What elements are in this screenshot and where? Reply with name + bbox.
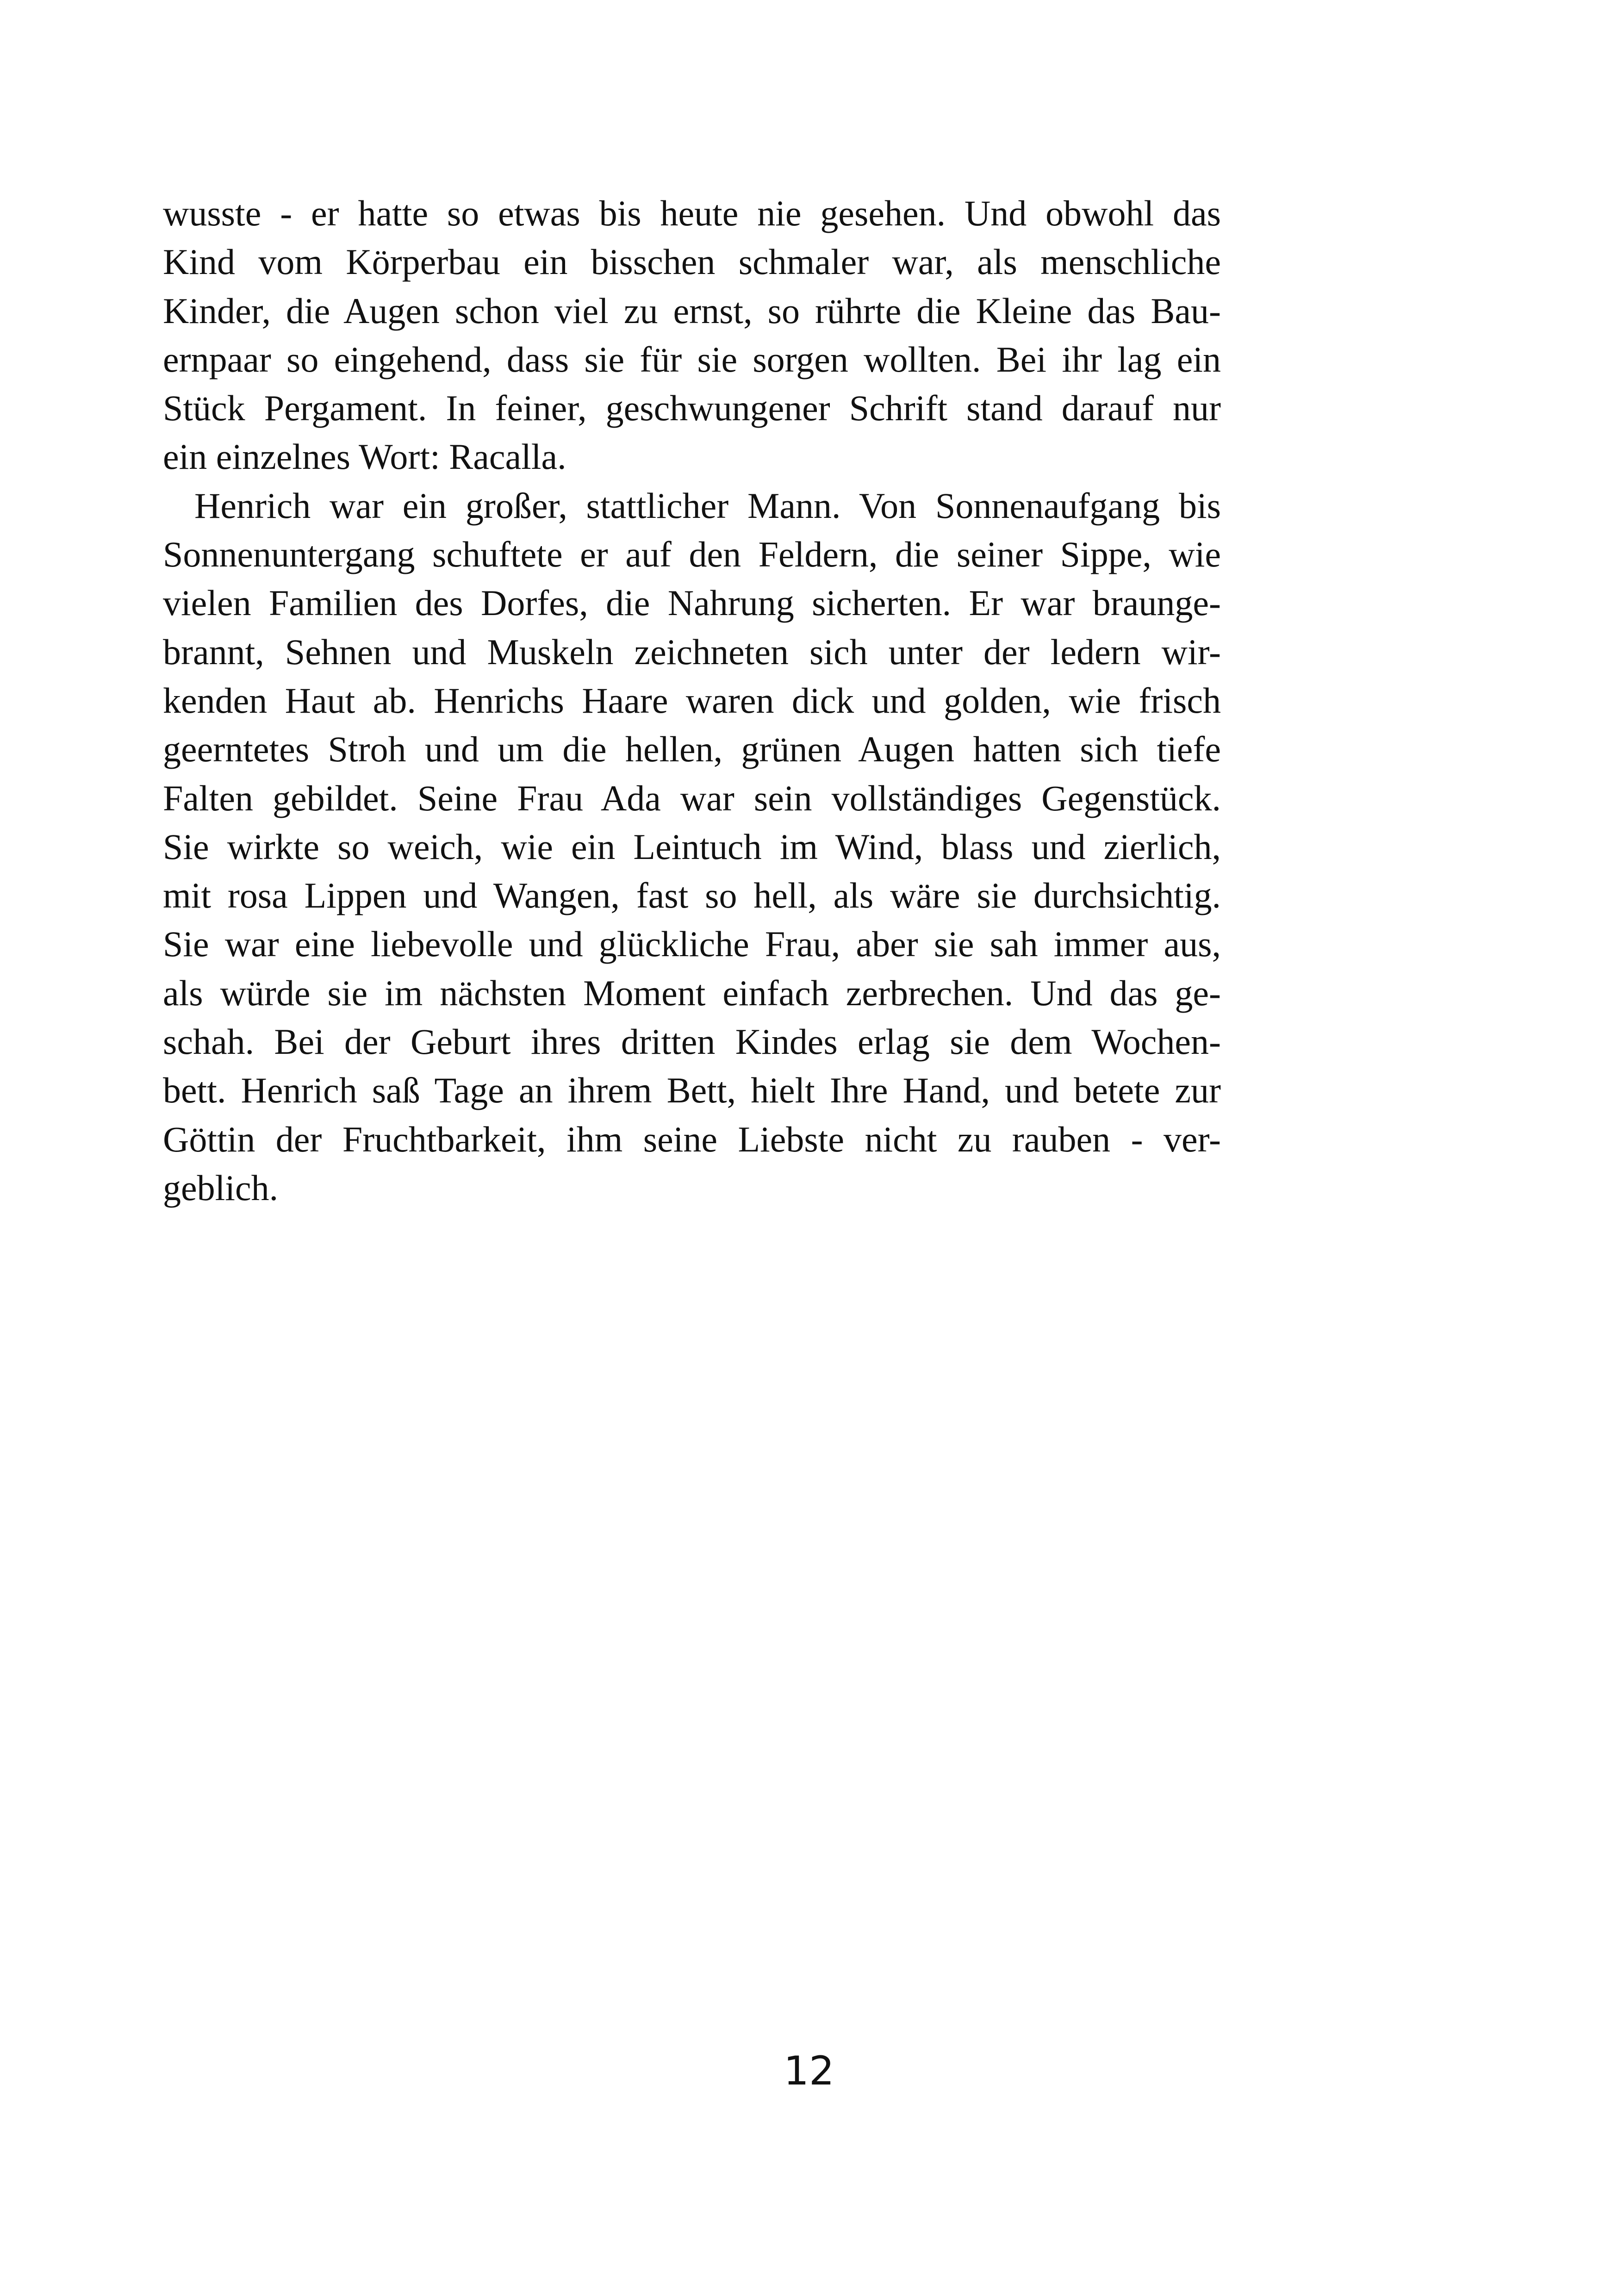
body-text: [163, 189, 1221, 1212]
text-line: schah. Bei der Geburt ihres dritten Kindes erlag sie dem Wochen-: [163, 1021, 1221, 1062]
text-line: vielen Familien des Dorfes, die Nahrung sicherten. Er war braunge-: [163, 583, 1221, 623]
text-line: Stück Pergament. In feiner, geschwungener Schrift stand darauf nur: [163, 388, 1221, 429]
text-line: geerntetes Stroh und um die hellen, grünen Augen hatten sich tiefe: [163, 729, 1221, 770]
page-number: 12: [784, 2048, 834, 2094]
text-line: wusste - er hatte so etwas bis heute nie gesehen. Und obwohl das: [163, 193, 1221, 233]
text-line: bett. Henrich saß Tage an ihrem Bett, hielt Ihre Hand, und betete zur: [163, 1070, 1221, 1111]
text-line: ernpaar so eingehend, dass sie für sie sorgen wollten. Bei ihr lag ein: [163, 339, 1221, 380]
text-line: Henrich war ein großer, stattlicher Mann. Von Sonnenaufgang bis: [194, 485, 1221, 526]
text-line: Sie wirkte so weich, wie ein Leintuch im Wind, blass und zierlich,: [163, 826, 1221, 867]
text-line: brannt, Sehnen und Muskeln zeichneten sich unter der ledern wir-: [163, 631, 1221, 672]
text-line: Kind vom Körperbau ein bisschen schmaler war, als menschliche: [163, 242, 1221, 282]
text-line: ein einzelnes Wort: Racalla.: [163, 436, 566, 477]
text-line: mit rosa Lippen und Wangen, fast so hell, als wäre sie durchsichtig.: [163, 875, 1221, 916]
text-line: Sonnenuntergang schuftete er auf den Feldern, die seiner Sippe, wie: [163, 534, 1221, 575]
text-line: Kinder, die Augen schon viel zu ernst, so rührte die Kleine das Bau-: [163, 290, 1221, 331]
text-line: als würde sie im nächsten Moment einfach zerbrechen. Und das ge-: [163, 972, 1221, 1013]
text-line: Sie war eine liebevolle und glückliche Frau, aber sie sah immer aus,: [163, 924, 1221, 964]
text-line: Falten gebildet. Seine Frau Ada war sein vollständiges Gegenstück.: [163, 778, 1221, 818]
text-line: geblich.: [163, 1167, 279, 1208]
text-line: Göttin der Fruchtbarkeit, ihm seine Liebste nicht zu rauben - ver-: [163, 1119, 1221, 1159]
text-line: kenden Haut ab. Henrichs Haare waren dick und golden, wie frisch: [163, 680, 1221, 721]
